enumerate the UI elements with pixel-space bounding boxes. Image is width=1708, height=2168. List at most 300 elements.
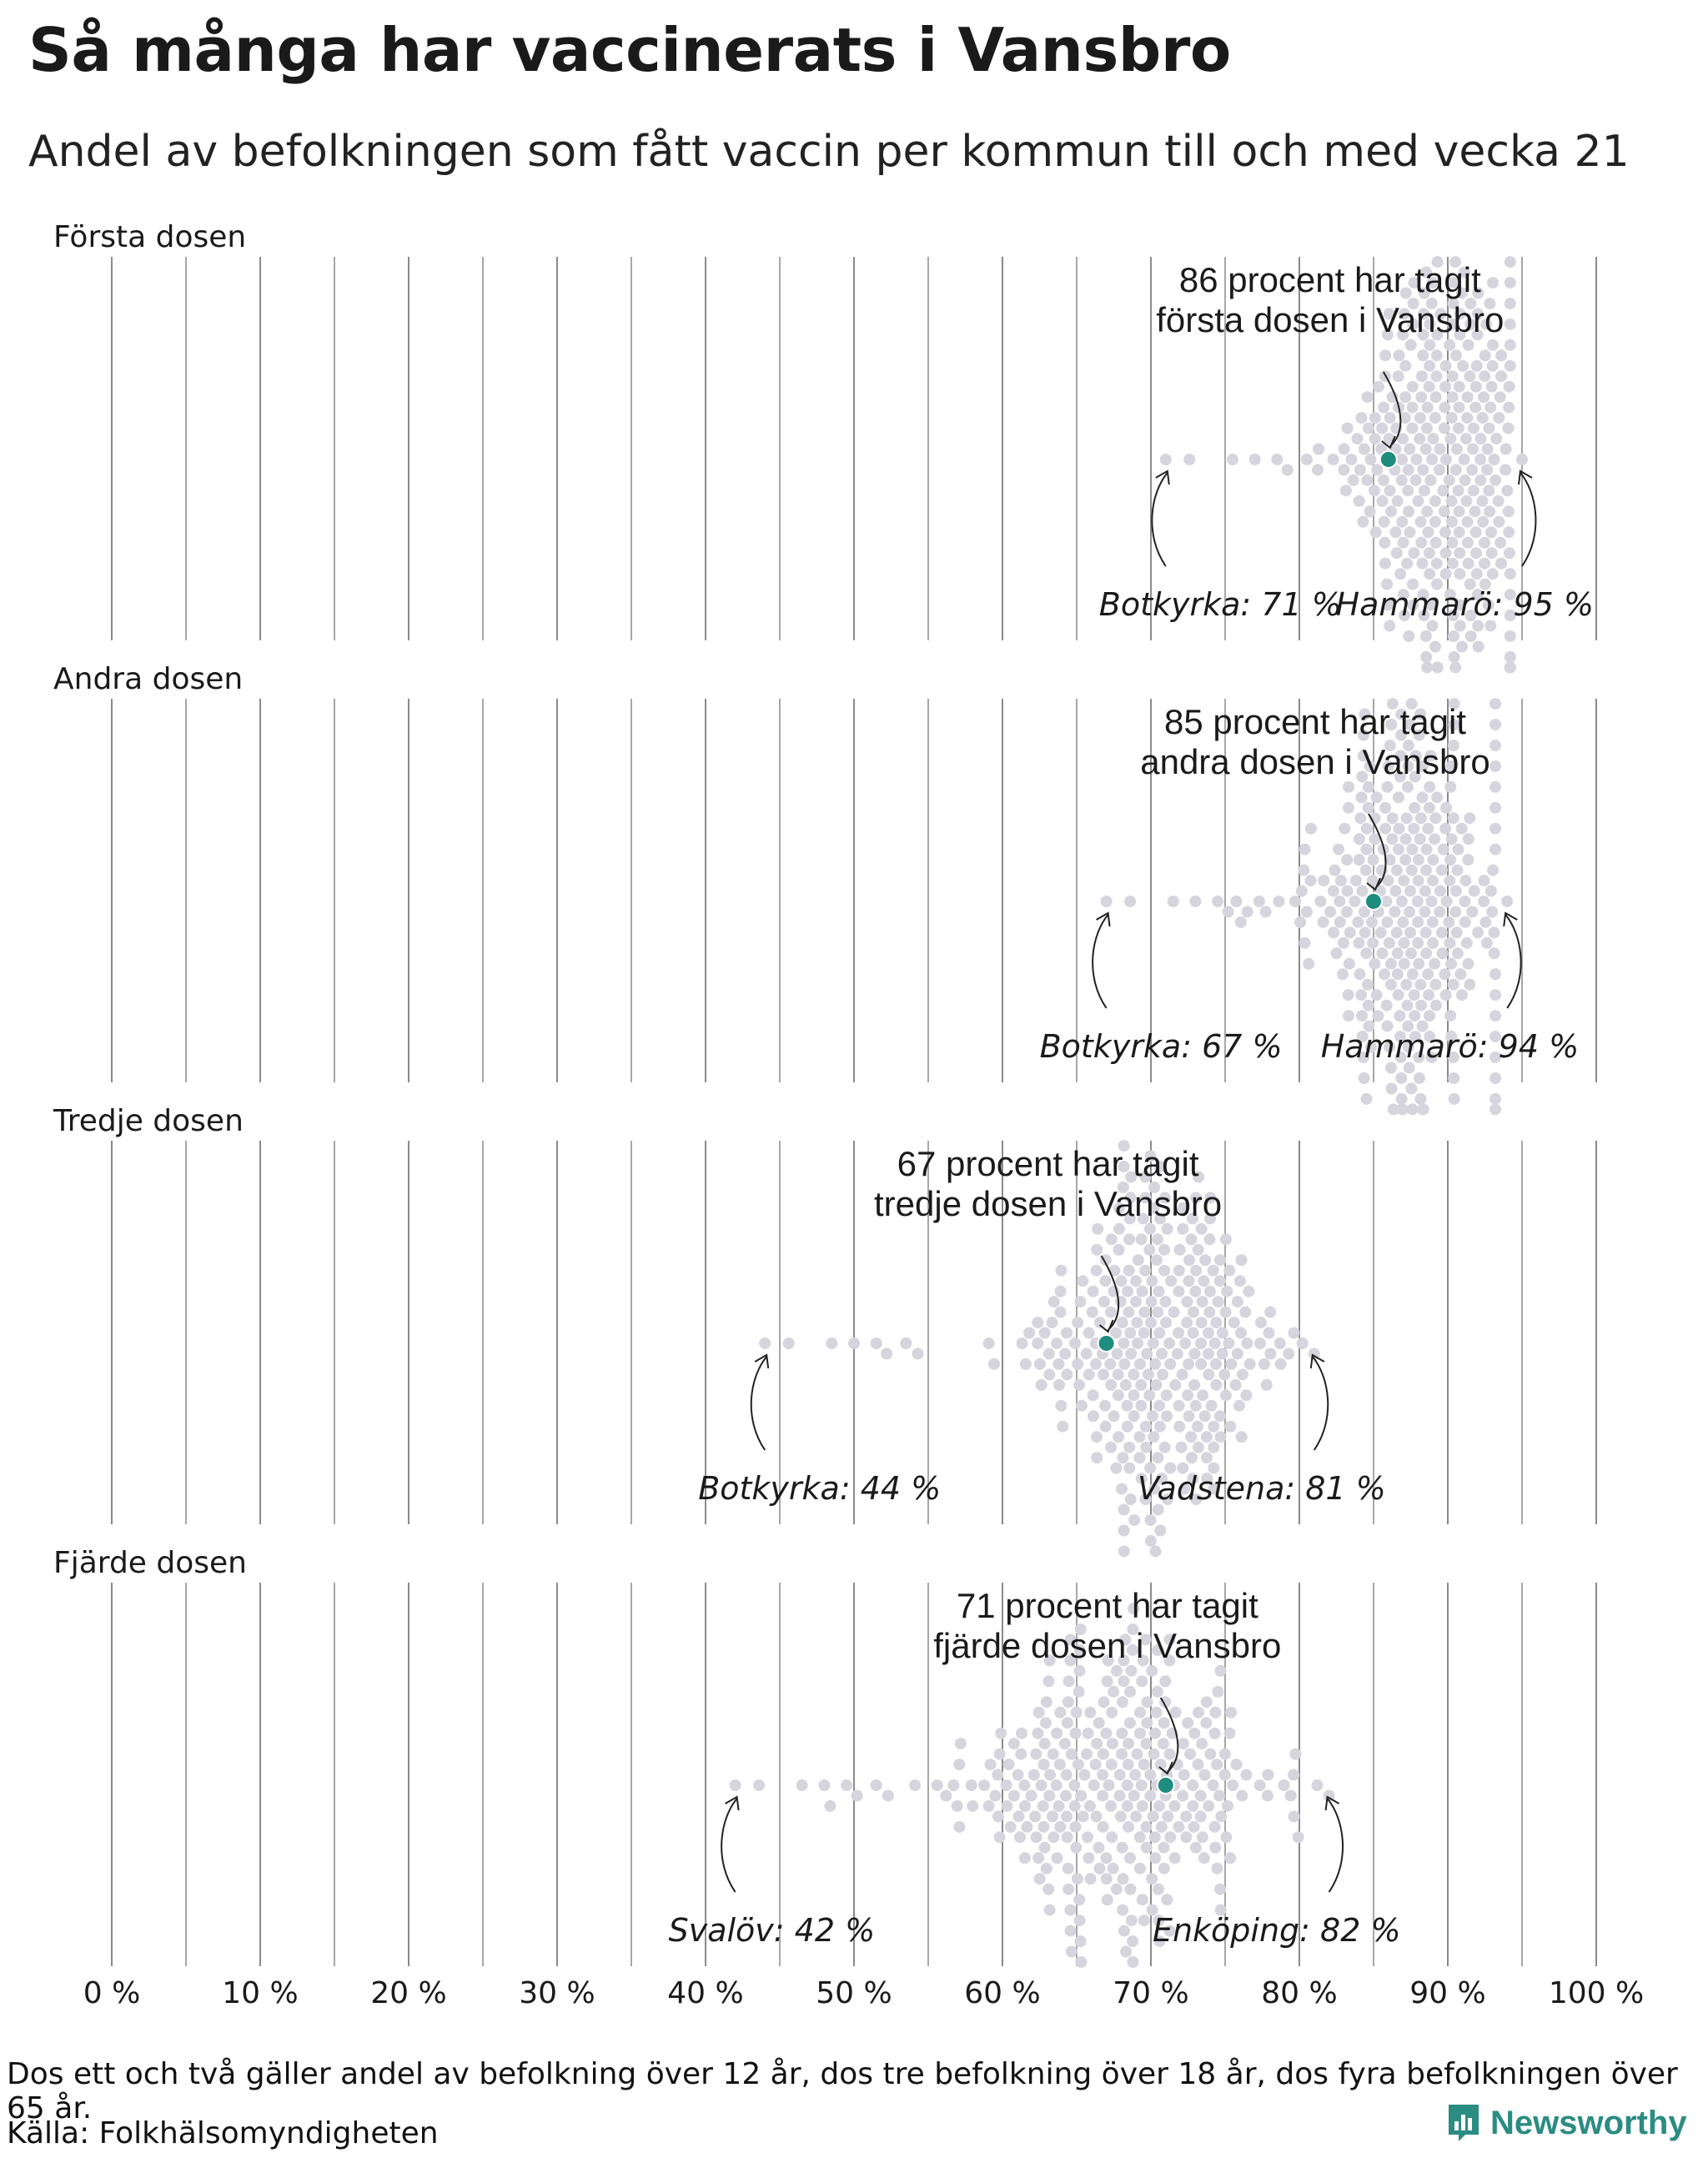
municipality-dot: [1133, 1431, 1145, 1443]
municipality-dot: [1105, 1379, 1117, 1391]
municipality-dot: [1354, 854, 1365, 866]
municipality-dot: [1034, 1873, 1046, 1884]
municipality-dot: [1417, 349, 1429, 361]
municipality-dot: [1369, 412, 1381, 424]
municipality-dot: [1328, 886, 1339, 897]
municipality-dot: [1263, 1327, 1275, 1339]
municipality-dot: [1134, 1707, 1146, 1719]
municipality-dot: [1144, 1769, 1156, 1781]
municipality-dot: [1447, 391, 1459, 403]
municipality-dot: [1381, 1000, 1393, 1011]
municipality-dot: [1264, 1348, 1276, 1360]
municipality-dot: [1032, 1728, 1044, 1739]
municipality-dot: [1481, 464, 1493, 476]
municipality-dot: [1402, 484, 1414, 496]
municipality-dot: [1436, 865, 1448, 876]
municipality-dot: [1192, 1421, 1203, 1433]
municipality-dot: [1108, 1686, 1119, 1698]
municipality-dot: [1363, 781, 1374, 793]
municipality-dot: [1106, 1233, 1118, 1245]
municipality-dot: [1484, 505, 1495, 517]
municipality-dot: [1301, 454, 1313, 465]
municipality-dot: [1407, 381, 1419, 393]
municipality-dot: [1182, 1717, 1193, 1729]
municipality-dot: [1404, 926, 1416, 938]
municipality-dot: [1180, 1810, 1192, 1822]
municipality-dot: [1394, 1010, 1405, 1021]
municipality-dot: [1183, 1410, 1195, 1422]
municipality-dot: [1404, 906, 1415, 918]
municipality-dot: [1396, 516, 1408, 528]
municipality-dot: [1099, 1400, 1111, 1412]
municipality-dot: [1091, 1452, 1103, 1463]
municipality-dot: [1400, 979, 1412, 991]
municipality-dot: [1474, 433, 1486, 444]
max-arrow: [1328, 1799, 1343, 1892]
municipality-dot: [1489, 968, 1501, 980]
municipality-dot: [1456, 823, 1468, 835]
municipality-dot: [1414, 433, 1425, 444]
municipality-dot: [1407, 968, 1419, 980]
municipality-dot: [1261, 1379, 1273, 1391]
municipality-dot: [1118, 1925, 1130, 1937]
municipality-dot: [1203, 1348, 1214, 1360]
municipality-dot: [1157, 1368, 1168, 1380]
municipality-dot: [1152, 1233, 1163, 1245]
municipality-dot: [1139, 1265, 1151, 1277]
municipality-dot: [1461, 937, 1473, 949]
municipality-dot: [1178, 1738, 1189, 1749]
municipality-dot: [1343, 989, 1354, 1001]
municipality-dot: [967, 1800, 978, 1812]
municipality-dot: [1373, 381, 1384, 393]
municipality-dot: [1149, 1831, 1161, 1843]
municipality-dot: [1382, 916, 1394, 928]
municipality-dot: [1439, 381, 1451, 393]
municipality-dot: [1041, 1863, 1052, 1874]
municipality-dot: [1454, 505, 1465, 517]
municipality-dot: [1456, 641, 1468, 653]
municipality-dot: [1424, 547, 1435, 559]
municipality-dot: [1235, 1327, 1247, 1339]
municipality-dot: [1472, 926, 1484, 938]
min-label-andra: Botkyrka: 67 %: [1039, 1028, 1283, 1065]
municipality-dot: [1390, 526, 1402, 538]
municipality-dot: [1015, 1749, 1027, 1760]
municipality-dot: [1341, 906, 1353, 918]
municipality-dot: [1283, 1348, 1294, 1360]
municipality-dot: [1314, 896, 1326, 907]
municipality-dot: [1456, 989, 1468, 1001]
municipality-dot: [1422, 402, 1434, 414]
municipality-dot: [1061, 1810, 1073, 1822]
arrow-head: [726, 1797, 739, 1810]
municipality-dot: [1204, 1749, 1216, 1760]
municipality-dot: [1123, 1442, 1135, 1453]
municipality-dot: [1091, 1244, 1103, 1256]
municipality-dot: [818, 1779, 830, 1791]
municipality-dot: [1369, 958, 1380, 970]
municipality-dot: [1404, 886, 1416, 897]
municipality-dot: [1141, 1348, 1153, 1360]
municipality-dot: [1083, 1852, 1094, 1864]
municipality-dot: [1429, 958, 1440, 970]
municipality-dot: [1212, 1686, 1223, 1698]
municipality-dot: [1393, 823, 1404, 835]
municipality-dot: [1232, 1296, 1243, 1307]
municipality-dot: [1043, 1675, 1055, 1687]
municipality-dot: [841, 1779, 852, 1791]
municipality-dot: [1354, 812, 1366, 824]
municipality-dot: [940, 1790, 952, 1802]
municipality-dot: [1120, 1379, 1132, 1391]
municipality-dot: [1413, 875, 1424, 886]
municipality-dot: [1062, 1884, 1074, 1895]
municipality-dot: [1294, 916, 1306, 928]
municipality-dot: [1444, 854, 1456, 866]
municipality-dot: [1447, 370, 1459, 382]
municipality-dot: [1427, 916, 1439, 928]
municipality-dot: [1360, 865, 1372, 876]
municipality-dot: [1152, 1307, 1163, 1318]
municipality-dot: [1088, 1779, 1100, 1791]
municipality-dot: [1400, 833, 1412, 845]
municipality-dot: [1093, 1717, 1105, 1729]
municipality-dot: [1146, 1296, 1158, 1307]
municipality-dot: [1117, 1317, 1128, 1328]
municipality-dot: [1490, 433, 1502, 444]
municipality-dot: [1131, 1317, 1143, 1328]
municipality-dot: [1424, 568, 1435, 580]
municipality-dot: [1453, 484, 1464, 496]
municipality-dot: [1169, 1379, 1181, 1391]
municipality-dot: [1021, 1821, 1032, 1833]
municipality-dot: [1198, 1769, 1210, 1781]
municipality-dot: [1152, 1452, 1163, 1463]
municipality-dot: [1068, 1779, 1080, 1791]
panel-label-fjarde: Fjärde dosen: [53, 1546, 247, 1580]
municipality-dot: [1217, 1327, 1228, 1339]
municipality-dot: [1098, 1296, 1110, 1307]
municipality-dot: [1209, 1842, 1221, 1854]
arrow-head: [1519, 471, 1532, 484]
municipality-dot: [1486, 381, 1498, 393]
municipality-dot: [1412, 916, 1424, 928]
municipality-dot: [1503, 505, 1515, 517]
municipality-dot: [1409, 1010, 1420, 1021]
municipality-dot: [1039, 1842, 1051, 1854]
municipality-dot: [1343, 802, 1354, 814]
municipality-dot: [1478, 896, 1489, 907]
municipality-dot: [1305, 823, 1317, 835]
max-label-fjarde: Enköping: 82 %: [1152, 1912, 1401, 1949]
municipality-dot: [983, 1800, 995, 1812]
municipality-dot: [1414, 979, 1426, 991]
municipality-dot: [1421, 423, 1433, 434]
municipality-dot: [1203, 1307, 1215, 1318]
municipality-dot: [1468, 423, 1479, 434]
municipality-dot: [1083, 1368, 1095, 1380]
municipality-dot: [1073, 1379, 1085, 1391]
municipality-dot: [1215, 1431, 1227, 1443]
municipality-dot: [1065, 1925, 1077, 1937]
municipality-dot: [1408, 823, 1419, 835]
municipality-dot: [1073, 1686, 1085, 1698]
municipality-dot: [1440, 360, 1452, 372]
municipality-dot: [1399, 391, 1411, 403]
municipality-dot: [1043, 1368, 1055, 1380]
municipality-dot: [1489, 844, 1501, 856]
municipality-dot: [1361, 844, 1373, 856]
municipality-dot: [1311, 1779, 1323, 1791]
municipality-dot: [1422, 823, 1434, 835]
municipality-dot: [1204, 1233, 1216, 1245]
municipality-dot: [1255, 1317, 1267, 1328]
municipality-dot: [1495, 370, 1507, 382]
municipality-dot: [1356, 791, 1368, 803]
municipality-dot: [1154, 1421, 1166, 1433]
municipality-dot: [1293, 1831, 1304, 1843]
municipality-dot: [1088, 1286, 1099, 1297]
municipality-dot: [1224, 1421, 1236, 1433]
municipality-dot: [1123, 1821, 1134, 1833]
municipality-dot: [1158, 1738, 1169, 1749]
municipality-dot: [1124, 1717, 1136, 1729]
municipality-dot: [989, 1790, 1001, 1802]
municipality-dot: [1404, 526, 1415, 538]
municipality-dot: [1028, 1769, 1040, 1781]
municipality-dot: [1412, 896, 1424, 907]
municipality-dot: [1116, 1275, 1128, 1287]
chart-title: Så många har vaccinerats i Vansbro: [28, 15, 1231, 85]
municipality-dot: [1113, 1244, 1125, 1256]
municipality-dot: [1145, 1535, 1157, 1547]
municipality-dot: [1094, 1863, 1106, 1874]
municipality-dot: [1123, 1463, 1135, 1474]
municipality-dot: [1420, 947, 1432, 959]
municipality-dot: [1032, 1337, 1043, 1349]
municipality-dot: [1470, 381, 1482, 393]
municipality-dot: [1208, 1779, 1219, 1791]
municipality-dot: [1054, 1821, 1066, 1833]
municipality-dot: [966, 1779, 977, 1791]
municipality-dot: [1430, 1000, 1442, 1011]
municipality-dot: [1369, 484, 1380, 496]
municipality-dot: [1489, 760, 1501, 772]
municipality-dot: [1197, 1831, 1208, 1843]
municipality-dot: [1352, 916, 1364, 928]
municipality-dot: [1342, 423, 1354, 434]
municipality-dot: [1412, 937, 1424, 949]
municipality-dot: [1173, 1421, 1185, 1433]
municipality-dot: [1230, 896, 1242, 907]
municipality-dot: [1376, 423, 1388, 434]
municipality-dot: [1505, 319, 1516, 330]
municipality-dot: [1152, 1686, 1163, 1698]
annotation-vansbro-tredje-line2: tredje dosen i Vansbro: [874, 1184, 1223, 1223]
municipality-dot: [1453, 844, 1464, 856]
municipality-dot: [1126, 1915, 1138, 1926]
municipality-dot: [1144, 1223, 1156, 1235]
municipality-dot: [1148, 1749, 1160, 1760]
municipality-dot: [1077, 1275, 1088, 1287]
municipality-dot: [753, 1779, 765, 1791]
municipality-dot: [1037, 1800, 1049, 1812]
municipality-dot: [1399, 360, 1411, 372]
municipality-dot: [1136, 1675, 1148, 1687]
municipality-dot: [1144, 1790, 1156, 1802]
municipality-dot: [1486, 547, 1498, 559]
municipality-dot: [1036, 1779, 1047, 1791]
municipality-dot: [1289, 1810, 1300, 1822]
municipality-dot: [1429, 641, 1441, 653]
municipality-dot: [1133, 1254, 1144, 1266]
municipality-dot: [1487, 277, 1499, 289]
municipality-dot: [1209, 1728, 1221, 1739]
municipality-dot: [1051, 1337, 1062, 1349]
municipality-dot: [1398, 537, 1409, 549]
min-arrow: [751, 1357, 766, 1450]
municipality-dot: [1470, 526, 1482, 538]
municipality-dot: [1039, 1738, 1051, 1749]
municipality-dot: [1151, 1707, 1163, 1719]
municipality-dot: [1416, 791, 1428, 803]
municipality-dot: [1274, 1337, 1286, 1349]
municipality-dot: [1334, 896, 1345, 907]
municipality-dot: [1243, 1286, 1254, 1297]
municipality-dot: [1501, 896, 1513, 907]
municipality-dot: [1489, 1093, 1501, 1105]
municipality-dot: [1420, 444, 1432, 455]
municipality-dot: [978, 1779, 990, 1791]
arrow-head: [755, 1355, 768, 1368]
municipality-dot: [1173, 1327, 1184, 1339]
municipality-dot: [1454, 968, 1466, 980]
municipality-dot: [1072, 1317, 1083, 1328]
municipality-dot: [730, 1779, 741, 1791]
municipality-dot: [1147, 1410, 1158, 1422]
municipality-dot: [1500, 464, 1511, 476]
municipality-dot: [1413, 958, 1424, 970]
municipality-dot: [1184, 1749, 1196, 1760]
municipality-dot: [1440, 989, 1452, 1001]
municipality-dot: [1054, 1707, 1066, 1719]
municipality-dot: [1075, 1956, 1087, 1968]
municipality-dot: [1337, 968, 1349, 980]
municipality-dot: [1064, 1905, 1076, 1916]
municipality-dot: [1297, 1337, 1309, 1349]
municipality-dot: [1003, 1759, 1015, 1770]
municipality-dot: [1459, 896, 1470, 907]
municipality-dot: [1165, 1275, 1177, 1287]
municipality-dot: [1344, 958, 1355, 970]
municipality-dot: [1190, 1265, 1202, 1277]
municipality-dot: [1495, 349, 1507, 361]
municipality-dot: [1140, 1421, 1152, 1433]
municipality-dot: [1424, 781, 1435, 793]
municipality-dot: [1134, 1831, 1146, 1843]
municipality-dot: [1173, 1400, 1185, 1412]
municipality-dot: [1042, 1884, 1054, 1895]
municipality-dot: [1392, 968, 1404, 980]
municipality-dot: [1237, 1368, 1248, 1380]
municipality-dot: [1338, 937, 1349, 949]
municipality-dot: [1181, 1317, 1193, 1328]
municipality-dot: [1137, 1286, 1148, 1297]
municipality-dot: [1123, 1759, 1134, 1770]
municipality-dot: [1441, 896, 1453, 907]
vansbro-dot-forsta: [1380, 451, 1397, 468]
x-tick-label: 60 %: [964, 1976, 1041, 2010]
municipality-dot: [1485, 526, 1497, 538]
municipality-dot: [1123, 1265, 1135, 1277]
municipality-dot: [1454, 526, 1465, 538]
municipality-dot: [1082, 1831, 1093, 1843]
municipality-dot: [1393, 791, 1404, 803]
municipality-dot: [1153, 1884, 1164, 1895]
municipality-dot: [1076, 1400, 1088, 1412]
municipality-dot: [1494, 391, 1506, 403]
municipality-dot: [1282, 464, 1294, 476]
municipality-dot: [1105, 1307, 1117, 1318]
municipality-dot: [1044, 1769, 1056, 1781]
municipality-dot: [1074, 1296, 1086, 1307]
municipality-dot: [1424, 474, 1436, 486]
municipality-dot: [1232, 1348, 1243, 1360]
municipality-dot: [1044, 1905, 1056, 1916]
municipality-dot: [1190, 1842, 1202, 1854]
municipality-dot: [1134, 1728, 1146, 1739]
municipality-dot: [1123, 1307, 1135, 1318]
municipality-dot: [1262, 1790, 1273, 1802]
municipality-dot: [1093, 1842, 1105, 1854]
municipality-dot: [1318, 875, 1329, 886]
municipality-dot: [1489, 1103, 1501, 1115]
municipality-dot: [1098, 1749, 1109, 1760]
municipality-dot: [1127, 1956, 1138, 1968]
municipality-dot: [1062, 1696, 1074, 1708]
municipality-dot: [1132, 1337, 1143, 1349]
municipality-dot: [1421, 844, 1433, 856]
municipality-dot: [1343, 1010, 1354, 1021]
municipality-dot: [1160, 454, 1172, 465]
municipality-dot: [1468, 484, 1479, 496]
municipality-dot: [1439, 526, 1451, 538]
municipality-dot: [1414, 1093, 1426, 1105]
municipality-dot: [1062, 1863, 1074, 1874]
municipality-dot: [824, 1800, 836, 1812]
municipality-dot: [1146, 1275, 1158, 1287]
municipality-dot: [1116, 1483, 1128, 1495]
municipality-dot: [1439, 402, 1450, 414]
municipality-dot: [1196, 1738, 1208, 1749]
municipality-dot: [1100, 1728, 1112, 1739]
municipality-dot: [1382, 781, 1394, 793]
municipality-dot: [1396, 1093, 1408, 1105]
municipality-dot: [1405, 339, 1417, 351]
municipality-dot: [1364, 454, 1376, 465]
municipality-dot: [1354, 968, 1366, 980]
municipality-dot: [1489, 454, 1500, 465]
municipality-dot: [1415, 537, 1427, 549]
municipality-dot: [1469, 886, 1480, 897]
municipality-dot: [1118, 1337, 1129, 1349]
municipality-dot: [1236, 1431, 1248, 1443]
municipality-dot: [1001, 1779, 1012, 1791]
municipality-dot: [1218, 1368, 1230, 1380]
municipality-dot: [1151, 1379, 1163, 1391]
municipality-dot: [1177, 1223, 1188, 1235]
